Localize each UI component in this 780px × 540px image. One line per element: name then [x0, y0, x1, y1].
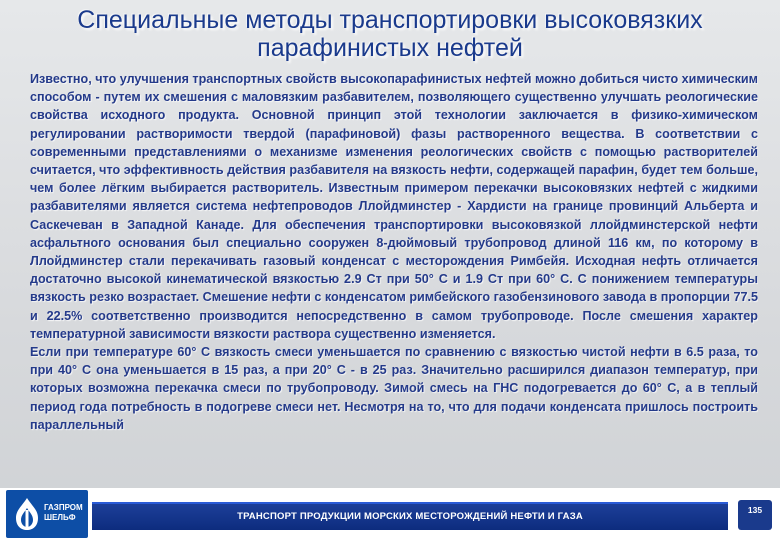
footer-bar — [92, 502, 728, 530]
company-logo — [6, 490, 88, 538]
footer-caption: ТРАНСПОРТ ПРОДУКЦИИ МОРСКИХ МЕСТОРОЖДЕНИЙ НЕФТИ И ГАЗА — [237, 511, 583, 522]
logo-wordmark: ГАЗПРОМ ШЕЛЬФ — [44, 503, 83, 522]
body-paragraph: Если при температуре 60° С вязкость смеси уменьшается по сравнению с вязкостью чистой нефти в 6.5 раза, то при 40° С она уменьшается в 15 раз, а при 20° С - в 25 раз. Значительно расширился диапазон температур, при которых возможна перекачка смеси по трубопроводу. Зимой смесь на ГНС подогревается до 60° С, а в теплый период года потребность в подогреве смеси нет. Несмотря на то, что для подачи конденсата пришлось построить параллельный — [30, 345, 758, 432]
page-number-badge — [738, 500, 772, 530]
body-paragraph: Известно, что улучшения транспортных свойств высокопарафинистых нефтей можно добиться чисто химическим способом - путем их смешения с маловязким разбавителем, позволяющего существенно улучшать реологические свойства исходного продукта. Основной принцип этой технологии заключается в физико-химическом регулировании растворимости твердой (парафиновой) фазы растворенного вещества. В соответствии с современными представлениями о механизме изменения реологических свойств с помощью растворителей считается, что эффективность действия разбавителя на вязкость нефти, содержащей парафин, будет тем больше, чем более лёгким выбирается растворитель. Известным примером перекачки высоковязких нефтей с жидкими разбавителями является система нефтепроводов Ллойдминстер - Хардисти на границе провинций Альберта и Саскечеван в Западной Канаде. Для обеспечения транспортировки высоковязкой ллойдминстерской нефти асфальтного основания был специально сооружен 8-дюймовый трубопровод длиной 116 км, по которому в Ллойдминстер стали перекачивать газовый конденсат с месторождения Римбейя. Исходная нефть отличается достаточно высокой кинематической вязкостью 2.9 Ст при 50° С и 1.9 Ст при 60° С. С понижением температуры вязкость резко возрастает. Смешение нефти с конденсатом римбейского газобензинового завода в пропорции 77.5 и 22.5% соответственно производится непосредственно в самом трубопроводе. После смешения характер температурной зависимости вязкости раствора существенно изменяется. — [30, 72, 758, 341]
footer — [0, 488, 780, 540]
page-number: 135 — [747, 505, 763, 515]
slide-title: Специальные методы транспортировки высоковязких парафинистых нефтей — [77, 6, 703, 62]
slide-body — [30, 70, 758, 486]
gazprom-flame-icon — [12, 496, 42, 532]
